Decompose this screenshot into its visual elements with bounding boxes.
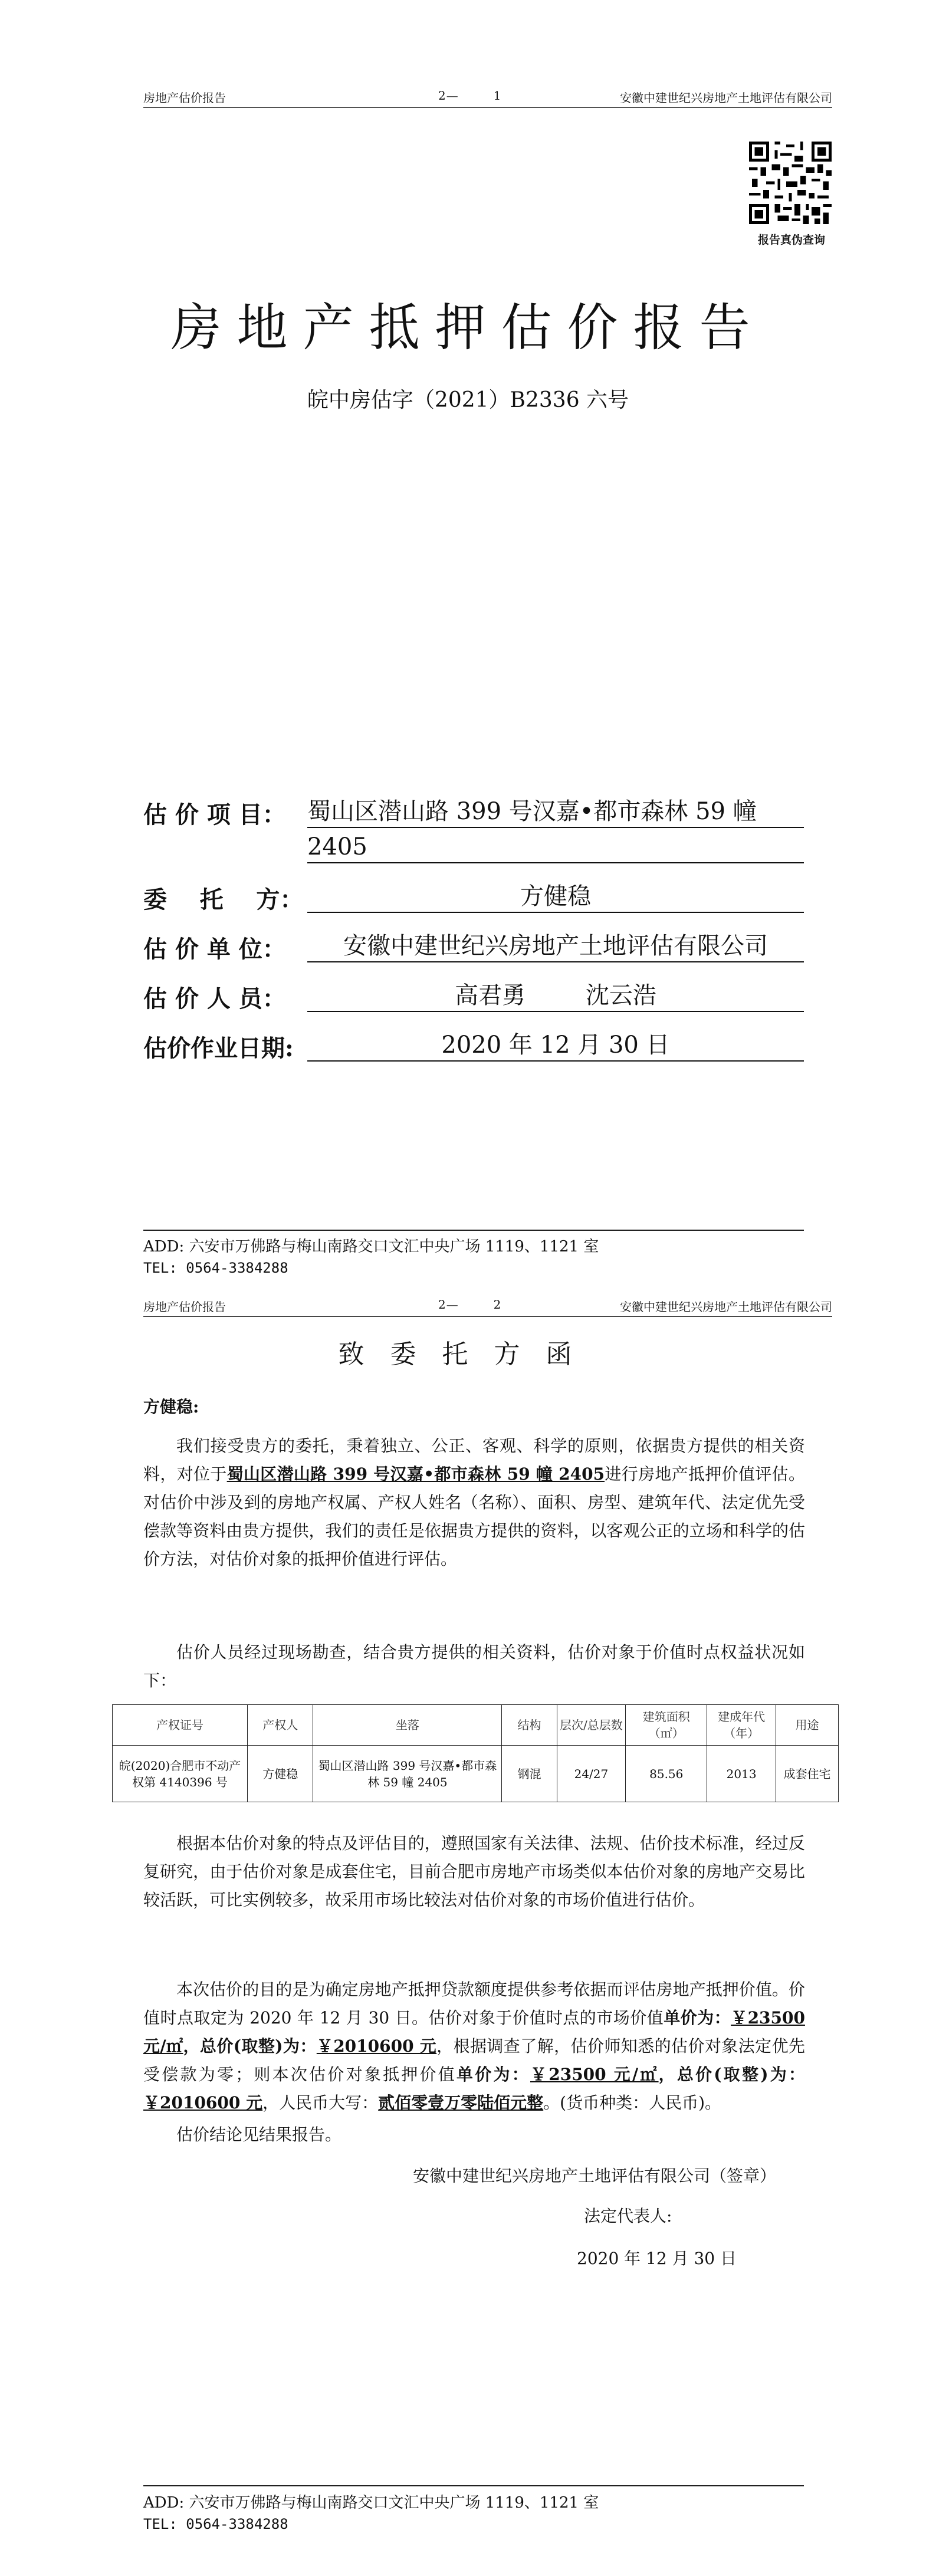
footer-address: ADD: 六安市万佛路与梅山南路交口文汇中央广场 1119、1121 室 (143, 2494, 599, 2512)
valuer-org-value: 安徽中建世纪兴房地产土地评估有限公司 (307, 931, 804, 962)
mortgage-total-label: ，总价(取整)为： (658, 2065, 805, 2084)
qr-code-icon[interactable] (749, 142, 832, 224)
letter-para-5 (143, 2121, 805, 2149)
signoff-representative: 法定代表人: (584, 2206, 672, 2226)
cell-floors: 24/27 (557, 1746, 626, 1802)
signoff-date: 2020 年 12 月 30 日 (577, 2249, 737, 2268)
footer (143, 2492, 599, 2535)
project-label: 估 价 项 目： (143, 801, 286, 829)
letter-para-3 (143, 1829, 805, 1914)
market-total-price: ￥2010600 元 (316, 2036, 437, 2056)
footer-divider (143, 2485, 804, 2486)
footer-tel: TEL: 0564-3384288 (143, 2516, 288, 2532)
para2-text: 估价人员经过现场勘查，结合贵方提供的相关资料，估价对象于价值时点权益状况如下： (143, 1642, 805, 1690)
cell-cert-no: 皖(2020)合肥市不动产权第 4140396 号 (113, 1746, 248, 1802)
col-cert-no: 产权证号 (113, 1705, 248, 1746)
footer (143, 1236, 599, 1279)
col-area: 建筑面积（㎡） (626, 1705, 707, 1746)
footer-address: ADD: 六安市万佛路与梅山南路交口文汇中央广场 1119、1121 室 (143, 1238, 599, 1256)
para4-text-c: ，人民币大写： (262, 2093, 379, 2112)
date-value: 2020 年 12 月 30 日 (307, 1030, 804, 1062)
unit-price-label: 单价为： (664, 2008, 731, 2028)
property-table (112, 1704, 839, 1802)
date-label: 估价作业日期: (143, 1034, 294, 1062)
letter-para-4 (143, 1976, 805, 2117)
footer-divider (143, 1230, 804, 1231)
market-unit-price: ￥23500 元/㎡ (143, 2008, 805, 2056)
header-page-number: 2— 2 (438, 1297, 502, 1312)
para3-text: 根据本估价对象的特点及评估目的，遵照国家有关法律、法规、估价技术标准，经过反复研究，由于估价对象是成套住宅，目前合肥市房地产市场类似本估价对象的房地产交易比较活跃，可比实例较多，故采用市场比较法对估价对象的市场价值进行估价。 (143, 1834, 805, 1910)
cell-area: 85.56 (626, 1746, 707, 1802)
header-page-number: 2— 1 (438, 88, 502, 103)
para1-text-a: 我们接受贵方的委托，秉着独立、公正、客观、科学的原则，依据贵方提供的相关资料，对位于 (143, 1436, 805, 1484)
client-label: 委 托 方： (143, 886, 304, 914)
mortgage-unit-price: ￥23500 元/㎡ (530, 2065, 659, 2084)
addressee: 方健稳: (143, 1397, 199, 1417)
mortgage-total-price: ￥2010600 元 (143, 2093, 263, 2112)
col-structure: 结构 (502, 1705, 557, 1746)
cell-owner: 方健稳 (248, 1746, 313, 1802)
letter-page (0, 1297, 936, 2576)
col-owner: 产权人 (248, 1705, 313, 1746)
running-header (143, 1297, 832, 1317)
amount-in-words: 贰佰零壹万零陆佰元整 (378, 2093, 544, 2112)
table-header-row (113, 1705, 839, 1746)
cell-location: 蜀山区潜山路 399 号汉嘉•都市森林 59 幢 2405 (313, 1746, 502, 1802)
cell-use: 成套住宅 (776, 1746, 838, 1802)
qr-caption: 报告真伪查询 (757, 234, 825, 247)
valuer-label: 估 价 人 员： (143, 985, 286, 1013)
para4-text-d: 。(货币种类：人民币)。 (543, 2093, 722, 2112)
client-value: 方健稳 (307, 881, 804, 913)
property-address: 蜀山区潜山路 399 号汉嘉•都市森林 59 幢 2405 (226, 1464, 605, 1484)
para1-text-b: 进行房地产抵押价值评估。对估价中涉及到的房地产权属、产权人姓名（名称）、面积、房型、建筑年代、法定优先受偿款等资料由贵方提供，我们的责任是依据贵方提供的资料，以客观公正的立场和科学的估价方法，对估价对象的抵押价值进行评估。 (143, 1464, 805, 1569)
table-row (113, 1746, 839, 1802)
header-doc-type: 房地产估价报告 (143, 1300, 226, 1314)
running-header (143, 88, 832, 108)
para4-text-a: 本次估价的目的是为确定房地产抵押贷款额度提供参考依据而评估房地产抵押价值。价值时点取定为 2020 年 12 月 30 日。估价对象于价值时点的市场价值 (143, 1980, 805, 2028)
col-year: 建成年代（年） (707, 1705, 776, 1746)
project-value-cont: 2405 (307, 832, 804, 863)
mortgage-unit-price-label: 单价为： (456, 2065, 530, 2084)
report-number: 皖中房估字（2021）B2336 六号 (307, 388, 629, 412)
project-value: 蜀山区潜山路 399 号汉嘉•都市森林 59 幢 (307, 796, 804, 828)
col-floors: 层次/总层数 (557, 1705, 626, 1746)
signoff-company: 安徽中建世纪兴房地产土地评估有限公司（签章） (413, 2166, 777, 2186)
cell-structure: 钢混 (502, 1746, 557, 1802)
footer-tel: TEL: 0564-3384288 (143, 1260, 288, 1276)
cell-year: 2013 (707, 1746, 776, 1802)
header-doc-type: 房地产估价报告 (143, 91, 226, 105)
letter-title: 致委托方函 (338, 1339, 598, 1369)
total-price-label: ，总价(取整)为： (183, 2036, 317, 2056)
para5-text: 估价结论见结果报告。 (176, 2125, 342, 2144)
valuer-value: 高君勇 沈云浩 (307, 980, 804, 1012)
col-location: 坐落 (313, 1705, 502, 1746)
header-company: 安徽中建世纪兴房地产土地评估有限公司 (620, 1300, 832, 1314)
valuer-org-label: 估 价 单 位： (143, 935, 286, 963)
letter-para-2 (143, 1638, 805, 1695)
letter-para-1 (143, 1432, 805, 1573)
para4-text-b: ，根据调查了解，估价师知悉的估价对象法定优先受偿款为零；则本次估价对象抵押价值 (143, 2036, 805, 2084)
report-title: 房地产抵押估价报告 (170, 298, 766, 357)
col-use: 用途 (776, 1705, 838, 1746)
header-company: 安徽中建世纪兴房地产土地评估有限公司 (620, 91, 832, 105)
